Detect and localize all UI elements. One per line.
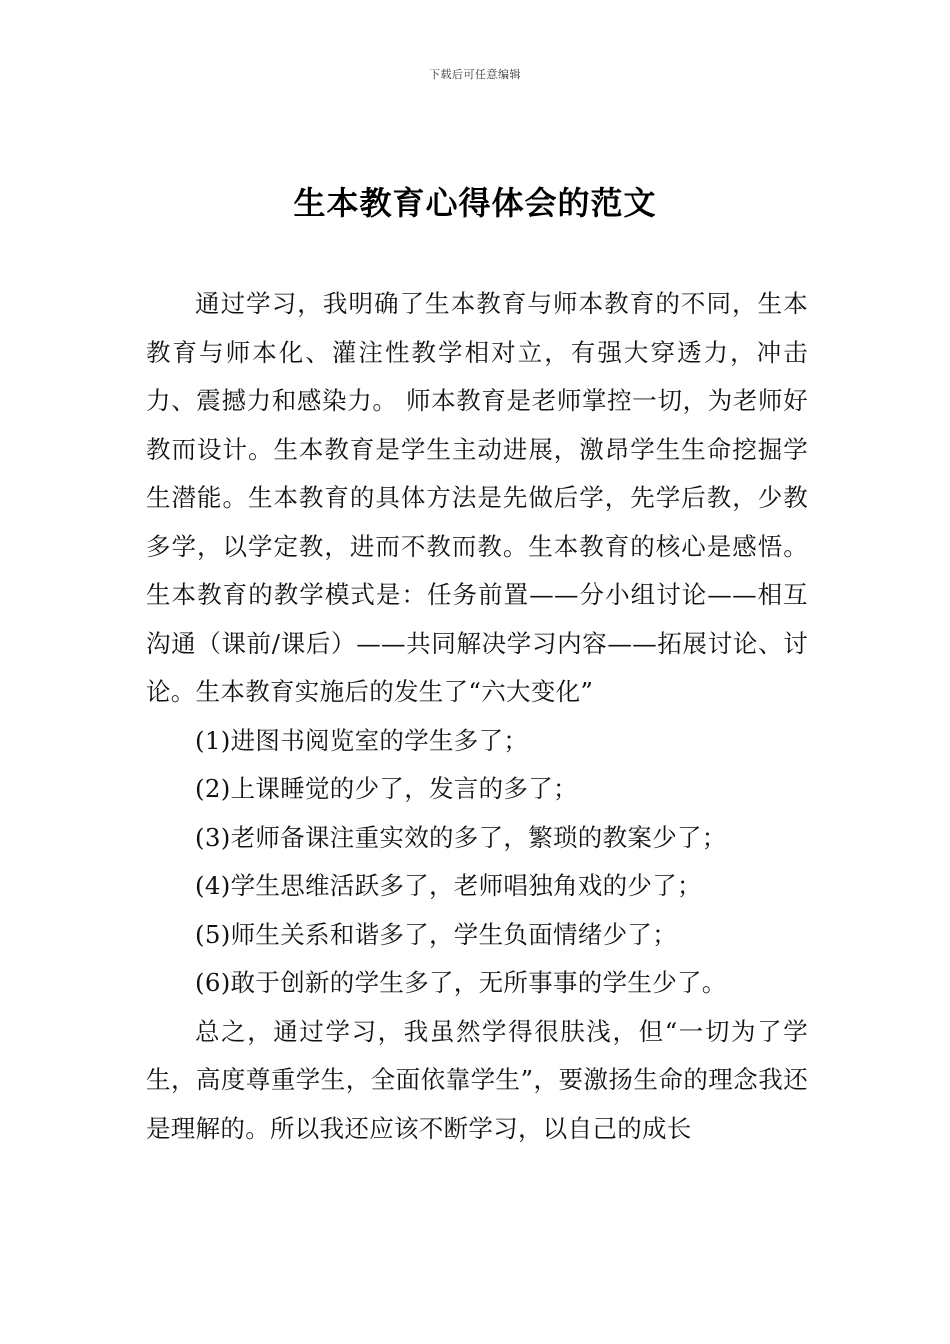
list-item: (5)师生关系和谐多了，学生负面情绪少了； <box>195 919 678 949</box>
list-item: (4)学生思维活跃多了，老师唱独角戏的少了； <box>195 871 702 900</box>
document-title: 生本教育心得体会的范文 <box>293 184 657 222</box>
changes-list <box>146 717 808 1008</box>
conclusion-paragraph: 总之，通过学习，我虽然学得很肤浅，但“一切为了学生，高度尊重学生，全面依靠学生”，要激扬生命的理念我还是理解的。所以我还应该不断学习，以自己的成长 <box>146 1016 808 1143</box>
list-item: (1)进图书阅览室的学生多了； <box>195 725 529 755</box>
list-item: (6)敢于创新的学生多了，无所事事的学生少了。 <box>195 968 727 997</box>
document-body <box>146 280 808 1153</box>
intro-paragraph: 通过学习，我明确了生本教育与师本教育的不同，生本教育与师本化、灌注性教学相对立，有强大穿透力，冲击力、震撼力和感染力。 师本教育是老师掌控一切，为老师好教而设计。生本教育是学生主动进展，激昂学生生命挖掘学生潜能。生本教育的具体方法是先做后学，先学后教，少教多学，以学定教，进而不教而教。生本教育的核心是感悟。生本教育的教学模式是：任务前置——分小组讨论——相互沟通（课前/课后）——共同解决学习内容——拓展讨论、讨论。生本教育实施后的发生了“六大变化” <box>146 289 808 706</box>
download-note: 下载后可任意编辑 <box>429 68 521 81</box>
list-item: (2)上课睡觉的少了，发言的多了； <box>195 774 578 803</box>
list-item: (3)老师备课注重实效的多了，繁琐的教案少了； <box>195 822 727 852</box>
